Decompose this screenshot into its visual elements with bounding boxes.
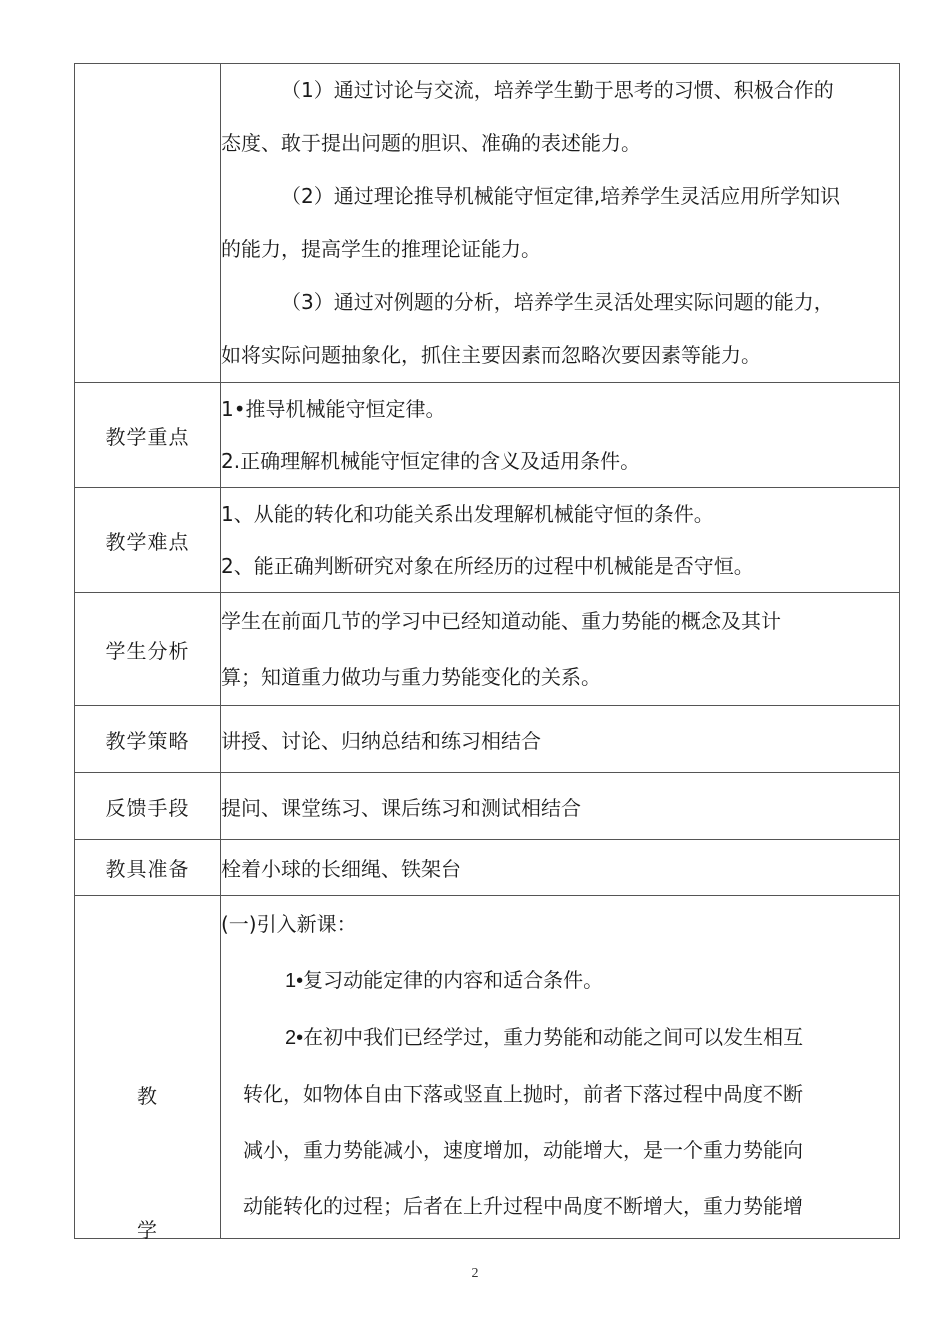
goal-1: （1）通过讨论与交流，培养学生勤于思考的习惯、积极合作的	[281, 78, 834, 102]
item-number: 1•	[285, 970, 304, 992]
keypoint-item: 1•推导机械能守恒定律。	[221, 397, 446, 421]
table-row	[75, 896, 900, 1239]
table-row	[75, 706, 900, 773]
table-row	[75, 840, 900, 896]
tools-text: 栓着小球的长细绳、铁架台	[221, 840, 900, 896]
analysis-line: 算；知道重力做功与重力势能变化的关系。	[221, 665, 601, 689]
feedback-text: 提问、课堂练习、课后练习和测试相结合	[221, 773, 900, 840]
feedback-label: 反馈手段	[75, 773, 221, 840]
analysis-content	[221, 593, 900, 706]
difficulty-item: 1、从能的转化和功能关系出发理解机械能守恒的条件。	[221, 502, 714, 526]
goal-2-cont: 的能力，提高学生的推理论证能力。	[221, 237, 541, 261]
process-heading: (一)引入新课：	[221, 912, 357, 936]
item-text: 在初中我们已经学过，重力势能和动能之间可以发生相互	[303, 1025, 804, 1049]
table-row	[75, 383, 900, 488]
analysis-label: 学生分析	[75, 593, 221, 706]
tools-label: 教具准备	[75, 840, 221, 896]
analysis-line: 学生在前面几节的学习中已经知道动能、重力势能的概念及其计	[221, 609, 781, 633]
process-item-2-cont: 动能转化的过程；后者在上升过程中咼度不断增大，重力势能增	[243, 1194, 803, 1218]
process-item-2	[221, 1009, 899, 1066]
lesson-plan-table	[74, 63, 900, 1242]
process-item-1	[221, 952, 899, 1009]
process-label-cell	[75, 896, 221, 1242]
process-label-char: 教	[137, 1084, 158, 1108]
strategy-text: 讲授、讨论、归纳总结和练习相结合	[221, 706, 900, 773]
keypoint-item: 2.正确理解机械能守恒定律的含义及适用条件。	[221, 449, 641, 473]
item-text: 复习动能定律的内容和适合条件。	[303, 968, 604, 992]
keypoints-content	[221, 383, 900, 488]
goals-content	[221, 64, 900, 383]
goal-1-cont: 态度、敢于提出问题的胆识、准确的表述能力。	[221, 131, 641, 155]
difficulty-item: 2、能正确判断研究对象在所经历的过程中机械能是否守恒。	[221, 554, 754, 578]
table-row	[75, 593, 900, 706]
difficulty-content	[221, 488, 900, 593]
process-content	[221, 896, 900, 1239]
table-row	[75, 488, 900, 593]
keypoints-label: 教学重点	[75, 383, 221, 488]
process-item-2-cont: 减小，重力势能减小，速度增加，动能增大，是一个重力势能向	[243, 1138, 803, 1162]
table-row	[75, 773, 900, 840]
strategy-label: 教学策略	[75, 706, 221, 773]
table-row	[75, 64, 900, 383]
process-item-2-cont: 转化，如物体自由下落或竖直上抛时，前者下落过程中咼度不断	[243, 1082, 803, 1106]
item-number: 2•	[285, 1027, 304, 1049]
goal-3: （3）通过对例题的分析，培养学生灵活处理实际问题的能力，	[281, 290, 834, 314]
process-label-char: 学	[137, 1218, 158, 1242]
goal-3-cont: 如将实际问题抽象化，抓住主要因素而忽略次要因素等能力。	[221, 343, 761, 367]
goal-2: （2）通过理论推导机械能守恒定律,培养学生灵活应用所学知识	[281, 184, 841, 208]
goals-label-cell	[75, 64, 221, 383]
difficulty-label: 教学难点	[75, 488, 221, 593]
page-number: 2	[471, 1266, 479, 1281]
